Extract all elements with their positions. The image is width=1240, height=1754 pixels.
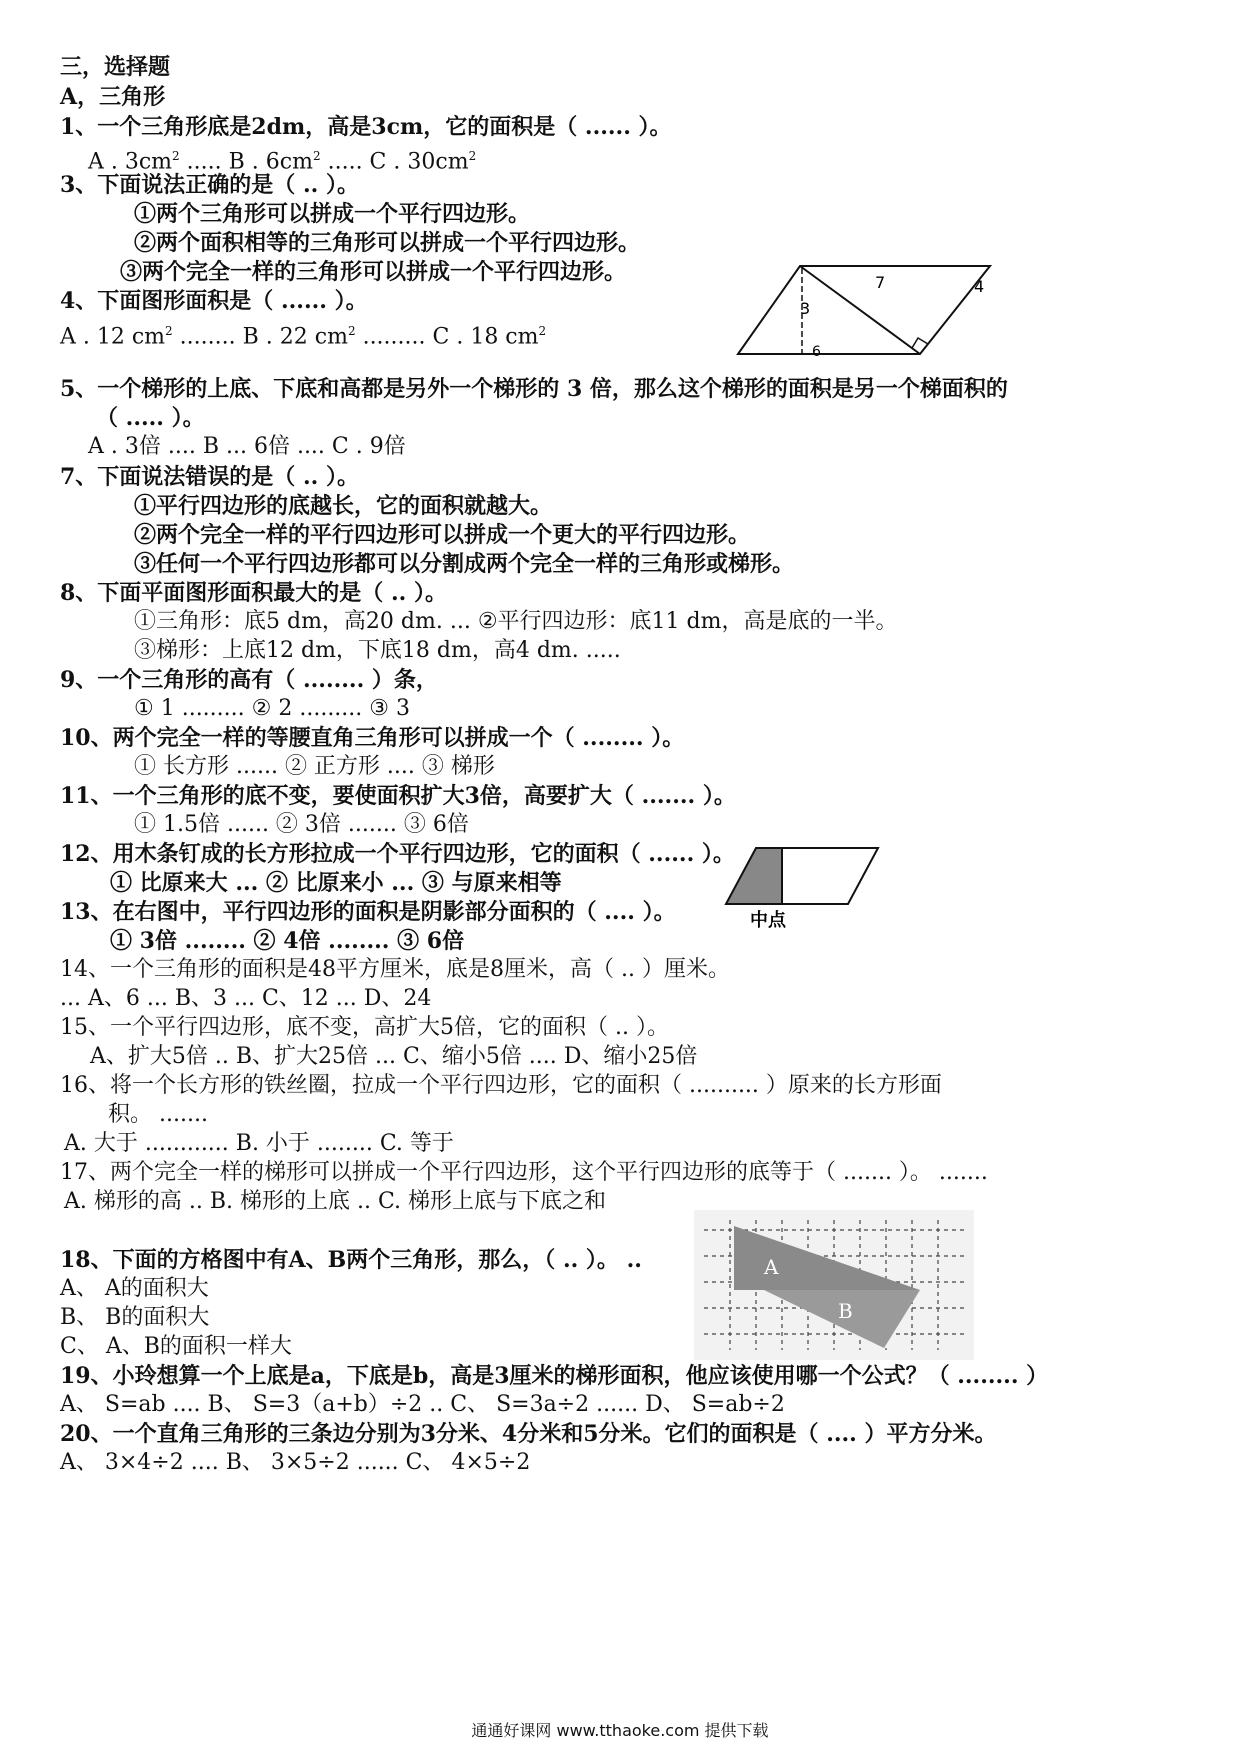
shaded-triangle — [726, 848, 782, 904]
question-11-options: ① 1.5倍 ...... ② 3倍 ....... ③ 6倍 — [134, 812, 469, 837]
parallelogram-outline — [738, 266, 990, 354]
midpoint-label: 中点 — [750, 910, 786, 931]
question-7-sub-2: ②两个完全一样的平行四边形可以拼成一个更大的平行四边形。 — [134, 522, 751, 548]
footer-text: 通通好课网 www.tthaoke.com 提供下载 — [471, 1721, 769, 1740]
question-15-stem: 15、一个平行四边形，底不变，高扩大5倍，它的面积（ .. ）。 — [60, 1015, 669, 1040]
label-6: 6 — [812, 344, 821, 360]
question-8-sub-2: ③梯形：上底12 dm，下底18 dm，高4 dm. ..... — [134, 638, 621, 663]
question-14-options: ... A、6 ... B、3 ... C、12 ... D、24 — [60, 986, 432, 1011]
question-17-stem: 17、两个完全一样的梯形可以拼成一个平行四边形，这个平行四边形的底等于（ ....... ）。 ....... — [60, 1160, 988, 1185]
question-16-stem-cont: 积。 ....... — [108, 1102, 208, 1127]
subsection-title: A，三角形 — [60, 84, 166, 110]
parallelogram-figure-q4 — [730, 258, 1000, 362]
question-7-sub-1: ①平行四边形的底越长，它的面积就越大。 — [134, 493, 553, 519]
label-3: 3 — [800, 299, 811, 318]
question-18-sub-1: A、 A的面积大 — [60, 1276, 209, 1301]
question-13-stem: 13、在右图中，平行四边形的面积是阴影部分面积的（ .... ）。 — [60, 899, 676, 925]
label-4: 4 — [974, 277, 985, 296]
question-7-sub-3: ③任何一个平行四边形都可以分割成两个完全一样的三角形或梯形。 — [134, 551, 795, 577]
section-title: 三，选择题 — [60, 54, 171, 80]
question-3-sub-3: ③两个完全一样的三角形可以拼成一个平行四边形。 — [120, 259, 627, 285]
question-8-stem: 8、下面平面图形面积最大的是（ .. ）。 — [60, 580, 447, 606]
option-text: A . 3cm — [88, 149, 173, 175]
question-20-stem: 20、一个直角三角形的三条边分别为3分米、4分米和5分米。它们的面积是（ .... ）平方分米。 — [60, 1421, 997, 1447]
question-5-stem-cont: （ ..... ）。 — [96, 405, 205, 431]
question-5-stem: 5、一个梯形的上底、下底和高都是另外一个梯形的 3 倍，那么这个梯形的面积是另一个梯面积的 — [60, 376, 1008, 402]
superscript: 2 — [165, 324, 173, 338]
option-text: ..... C . 30cm — [320, 149, 469, 175]
question-4-options — [60, 316, 546, 352]
question-3-sub-2: ②两个面积相等的三角形可以拼成一个平行四边形。 — [134, 230, 641, 256]
superscript: 2 — [312, 149, 321, 163]
question-5-options: A . 3倍 .... B ... 6倍 .... C . 9倍 — [88, 434, 406, 459]
question-16-stem: 16、将一个长方形的铁丝圈，拉成一个平行四边形，它的面积（ .......... ）原来的长方形面 — [60, 1073, 942, 1098]
grid-figure-q18 — [694, 1210, 974, 1360]
question-7-stem: 7、下面说法错误的是（ .. ）。 — [60, 464, 359, 490]
question-3-stem: 3、下面说法正确的是（ .. ）。 — [60, 172, 359, 198]
question-1-stem: 1、一个三角形底是2dm，高是3cm，它的面积是（ ...... ）。 — [60, 114, 672, 140]
question-18-stem: 18、下面的方格图中有A、B两个三角形，那么，（ .. ）。 .. — [60, 1247, 642, 1273]
superscript: 2 — [468, 149, 477, 163]
label-b: B — [838, 1299, 853, 1323]
question-9-options: ① 1 ......... ② 2 ......... ③ 3 — [134, 696, 410, 721]
question-10-options: ① 长方形 ...... ② 正方形 .... ③ 梯形 — [134, 754, 495, 779]
superscript: 2 — [347, 324, 356, 338]
option-text: A . 12 cm — [60, 324, 166, 350]
superscript: 2 — [538, 324, 547, 338]
label-a: A — [764, 1255, 779, 1279]
option-text: ......... C . 18 cm — [355, 324, 539, 350]
question-3-sub-1: ①两个三角形可以拼成一个平行四边形。 — [134, 201, 531, 227]
question-13-options: ① 3倍 ........ ② 4倍 ........ ③ 6倍 — [110, 928, 465, 954]
option-text: ........ B . 22 cm — [172, 324, 348, 350]
question-8-sub-1: ①三角形：底5 dm，高20 dm. ... ②平行四边形：底11 dm，高是底的一半。 — [134, 609, 898, 634]
question-12-stem: 12、用木条钉成的长方形拉成一个平行四边形，它的面积（ ...... ）。 — [60, 841, 735, 867]
diagonal-line — [800, 266, 920, 354]
question-12-options: ① 比原来大 ... ② 比原来小 ... ③ 与原来相等 — [110, 870, 562, 896]
label-7: 7 — [875, 273, 886, 292]
question-11-stem: 11、一个三角形的底不变，要使面积扩大3倍，高要扩大（ ....... ）。 — [60, 783, 736, 809]
question-15-options: A、扩大5倍 .. B、扩大25倍 ... C、缩小5倍 .... D、缩小25倍 — [90, 1044, 698, 1069]
question-4-stem: 4、下面图形面积是（ ...... ）。 — [60, 288, 368, 314]
question-10-stem: 10、两个完全一样的等腰直角三角形可以拼成一个（ ........ ）。 — [60, 725, 685, 751]
question-18-sub-3: C、 A、B的面积一样大 — [60, 1334, 292, 1359]
question-17-options: A. 梯形的高 .. B. 梯形的上底 .. C. 梯形上底与下底之和 — [64, 1189, 607, 1214]
question-9-stem: 9、一个三角形的高有（ ........ ）条， — [60, 667, 438, 693]
question-16-options: A. 大于 ............ B. 小于 ........ C. 等于 — [64, 1131, 454, 1156]
question-18-sub-2: B、 B的面积大 — [60, 1305, 210, 1330]
question-14-stem: 14、一个三角形的面积是48平方厘米，底是8厘米，高（ .. ）厘米。 — [60, 957, 730, 982]
parallelogram-figure-q12 — [720, 842, 890, 932]
superscript: 2 — [172, 149, 180, 163]
question-20-options: A、 3×4÷2 .... B、 3×5÷2 ...... C、 4×5÷2 — [60, 1450, 531, 1475]
question-19-stem: 19、小玲想算一个上底是a，下底是b，高是3厘米的梯形面积，他应该使用哪一个公式？（ ........ ） — [60, 1363, 1049, 1389]
question-19-options: A、 S=ab .... B、 S=3（a+b）÷2 .. C、 S=3a÷2 ...... D、 S=ab÷2 — [60, 1392, 785, 1417]
option-text: ..... B . 6cm — [179, 149, 313, 175]
